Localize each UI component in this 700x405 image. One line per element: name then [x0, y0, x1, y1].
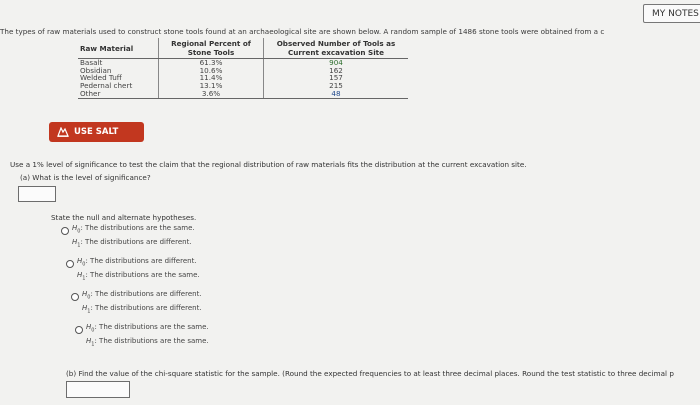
problem-intro: The types of raw materials used to construct stone tools found at an archaeological site are shown below. A random sample of 1486 stone tools were obtained from a c	[0, 27, 605, 36]
hypothesis-option-4[interactable]: $H_0$: The distributions are the same. $H_1$: The distributions are the same.	[86, 323, 209, 348]
table-row	[78, 82, 408, 90]
part-a-label: (a) What is the level of significance?	[20, 173, 151, 182]
cell-percent: 11.4%	[199, 73, 223, 83]
cell-material: Welded Tuff	[78, 74, 159, 82]
hypothesis-option-1-radio[interactable]	[61, 227, 69, 235]
cell-percent: 61.3%	[199, 58, 223, 67]
cell-percent: 3.6%	[159, 90, 264, 98]
hypothesis-option-2-radio[interactable]	[66, 260, 74, 268]
col-header-observed-number: Observed Number of Tools as Current excavation Site	[264, 38, 409, 59]
hypothesis-option-4-radio[interactable]	[75, 326, 83, 334]
cell-observed: 215	[264, 82, 409, 90]
data-table	[78, 38, 408, 99]
cell-material: Basalt	[78, 59, 159, 67]
table-row	[78, 67, 408, 75]
table-row	[78, 59, 408, 67]
cell-observed: 904	[264, 59, 409, 67]
hypothesis-option-3-radio[interactable]	[71, 293, 79, 301]
table-header-row	[78, 38, 408, 59]
cell-observed: 162	[264, 67, 409, 75]
cell-material: Other	[78, 90, 159, 98]
cell-percent: 10.6%	[199, 65, 223, 75]
hypothesis-option-2[interactable]: $H_0$: The distributions are different. $H_1$: The distributions are the same.	[77, 257, 200, 282]
significance-input[interactable]	[18, 186, 56, 202]
chi-square-input[interactable]	[66, 381, 130, 398]
question-text: Use a 1% level of significance to test the claim that the regional distribution of raw materials fits the distribution at the current excavation site.	[10, 160, 527, 169]
table-row	[78, 90, 408, 98]
cell-observed: 157	[264, 74, 409, 82]
hypothesis-option-1[interactable]: $H_0$: The distributions are the same. $H_1$: The distributions are different.	[72, 224, 195, 249]
option-2-h1: The distributions are the same.	[90, 271, 200, 280]
part-b-label: (b) Find the value of the chi-square statistic for the sample. (Round the expected frequencies to at least three decimal places. Round the test statistic to three decimal p	[66, 369, 674, 378]
option-1-h0: The distributions are the same.	[85, 224, 195, 232]
use-salt-button[interactable]	[49, 122, 144, 142]
option-1-h1: The distributions are different.	[85, 238, 192, 247]
salt-icon	[57, 127, 69, 137]
hypotheses-prompt: State the null and alternate hypotheses.	[51, 213, 197, 222]
option-4-h1: The distributions are the same.	[99, 337, 209, 346]
use-salt-label: USE SALT	[74, 127, 119, 137]
option-2-h0: The distributions are different.	[90, 257, 197, 265]
cell-observed: 48	[264, 90, 409, 98]
option-4-h0: The distributions are the same.	[99, 323, 209, 331]
option-3-h0: The distributions are different.	[95, 290, 202, 298]
option-3-h1: The distributions are different.	[95, 304, 202, 313]
my-notes-button[interactable]: MY NOTES	[643, 4, 700, 23]
cell-percent: 13.1%	[199, 81, 223, 91]
hypothesis-option-3[interactable]: $H_0$: The distributions are different. $H_1$: The distributions are different.	[82, 290, 202, 315]
col-header-regional-percent: Regional Percent of Stone Tools	[159, 38, 264, 59]
col-header-raw-material: Raw Material	[78, 38, 159, 59]
cell-material: Pedernal chert	[78, 82, 159, 90]
cell-material: Obsidian	[78, 67, 159, 75]
